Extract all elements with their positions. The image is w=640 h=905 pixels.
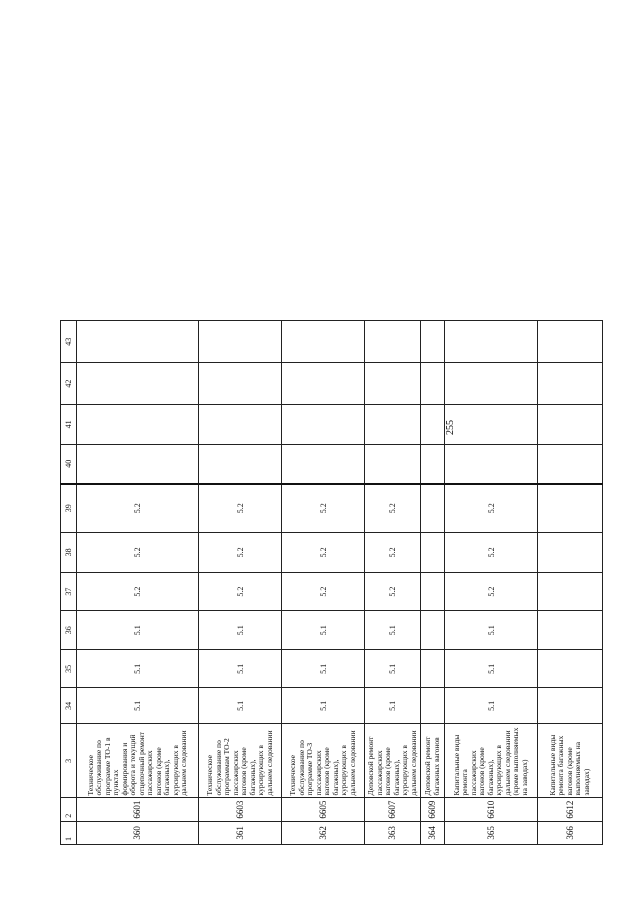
row-code: 6605 (282, 798, 365, 821)
value-cell: 5.2 (199, 484, 282, 533)
value-cell: 5.2 (282, 573, 365, 611)
value-cell: 5.2 (445, 484, 538, 533)
header-cell: 3 (61, 724, 77, 798)
row-name: Техническое обслуживание по программе ТО-3 пассажирских вагонов (кроме багажных), курсирующих в дальнем следовании (282, 724, 365, 798)
value-cell (365, 444, 421, 483)
value-cell (77, 363, 199, 404)
value-cell: 5.2 (77, 573, 199, 611)
header-cell: 42 (61, 363, 77, 404)
value-cell (538, 321, 603, 363)
value-cell (445, 444, 538, 483)
value-cell (199, 444, 282, 483)
row-number: 364 (421, 821, 445, 844)
row-number: 360 (77, 821, 199, 844)
value-cell (199, 404, 282, 444)
value-cell: 5.2 (365, 532, 421, 572)
table-row (199, 321, 282, 845)
row-name: Техническое обслуживание по программам ТО-2 пассажирских вагонов (кроме багажных), курсирующих в дальнем следовании (199, 724, 282, 798)
value-cell (445, 404, 538, 444)
value-cell: 5.2 (77, 484, 199, 533)
table-row (365, 321, 421, 845)
header-cell: 34 (61, 688, 77, 724)
value-cell (538, 363, 603, 404)
header-cell: 39 (61, 484, 77, 533)
value-cell (421, 484, 445, 533)
row-name: Деповской ремонт багажных вагонов (421, 724, 445, 798)
value-cell: 5.1 (199, 650, 282, 688)
value-cell: 5.1 (445, 611, 538, 650)
value-cell (445, 321, 538, 363)
table-row (282, 321, 365, 845)
row-number: 362 (282, 821, 365, 844)
header-cell: 40 (61, 444, 77, 483)
value-cell (421, 532, 445, 572)
page-number: 255 (445, 420, 456, 435)
header-cell: 38 (61, 532, 77, 572)
value-cell: 5.1 (445, 650, 538, 688)
value-cell (421, 573, 445, 611)
value-cell (538, 650, 603, 688)
rotated-table-wrapper (60, 320, 600, 845)
value-cell (282, 321, 365, 363)
value-cell (421, 650, 445, 688)
value-cell (199, 363, 282, 404)
value-cell: 5.1 (445, 688, 538, 724)
value-cell: 5.2 (445, 573, 538, 611)
row-code: 6610 (445, 798, 538, 821)
value-cell (538, 404, 603, 444)
value-cell: 5.2 (365, 484, 421, 533)
header-cell: 36 (61, 611, 77, 650)
value-cell: 5.1 (282, 650, 365, 688)
row-number: 366 (538, 821, 603, 844)
value-cell (77, 321, 199, 363)
header-cell: 37 (61, 573, 77, 611)
value-cell (538, 573, 603, 611)
header-row (61, 321, 77, 845)
data-table (60, 320, 603, 845)
value-cell: 5.1 (365, 611, 421, 650)
header-cell: 2 (61, 798, 77, 821)
header-cell: 35 (61, 650, 77, 688)
value-cell: 5.1 (282, 611, 365, 650)
value-cell: 5.1 (77, 611, 199, 650)
value-cell: 5.1 (365, 688, 421, 724)
header-cell: 41 (61, 404, 77, 444)
value-cell (538, 444, 603, 483)
value-cell: 5.2 (282, 532, 365, 572)
row-code: 6612 (538, 798, 603, 821)
value-cell: 5.1 (199, 611, 282, 650)
value-cell (77, 444, 199, 483)
table-row (421, 321, 445, 845)
value-cell (365, 404, 421, 444)
value-cell (365, 321, 421, 363)
value-cell: 5.1 (77, 688, 199, 724)
row-number: 363 (365, 821, 421, 844)
row-name: Капитальные виды ремонта багажных вагонов (кроме выполняемых на заводах) (538, 724, 603, 798)
value-cell (538, 532, 603, 572)
value-cell (199, 321, 282, 363)
table-row (538, 321, 603, 845)
row-code: 6607 (365, 798, 421, 821)
value-cell (538, 688, 603, 724)
value-cell: 5.2 (199, 573, 282, 611)
table-row (77, 321, 199, 845)
value-cell: 5.1 (77, 650, 199, 688)
value-cell: 5.1 (365, 650, 421, 688)
row-code: 6603 (199, 798, 282, 821)
value-cell: 5.2 (365, 573, 421, 611)
row-number: 361 (199, 821, 282, 844)
value-cell (282, 444, 365, 483)
header-cell: 43 (61, 321, 77, 363)
value-cell: 5.2 (77, 532, 199, 572)
row-name: Капитальные виды ремонта пассажирских вагонов (кроме багажных), курсирующих в дальнем следовании (кроме выполняемых на заводах) (445, 724, 538, 798)
value-cell (421, 363, 445, 404)
header-cell: 1 (61, 821, 77, 844)
row-number: 365 (445, 821, 538, 844)
value-cell (421, 688, 445, 724)
value-cell (538, 611, 603, 650)
row-code: 6601 (77, 798, 199, 821)
value-cell (421, 611, 445, 650)
value-cell: 5.2 (199, 532, 282, 572)
row-code: 6609 (421, 798, 445, 821)
value-cell (421, 404, 445, 444)
value-cell (282, 363, 365, 404)
value-cell (282, 404, 365, 444)
row-name: Деповской ремонт пассажирских вагонов (кроме багажных), курсирующих в дальнем следовании (365, 724, 421, 798)
value-cell: 5.2 (445, 532, 538, 572)
row-name: Техническое обслуживание по программе ТО-1 в пунктах формирования и оборота и текущий отцепочный ремонт пассажирских вагонов (кроме багажных), курсирующих в дальнем следовании (77, 724, 199, 798)
value-cell: 5.1 (282, 688, 365, 724)
value-cell (421, 444, 445, 483)
value-cell (421, 321, 445, 363)
value-cell (77, 404, 199, 444)
value-cell: 5.2 (282, 484, 365, 533)
table-row (445, 321, 538, 845)
value-cell (365, 363, 421, 404)
value-cell: 5.1 (199, 688, 282, 724)
value-cell (538, 484, 603, 533)
value-cell (445, 363, 538, 404)
